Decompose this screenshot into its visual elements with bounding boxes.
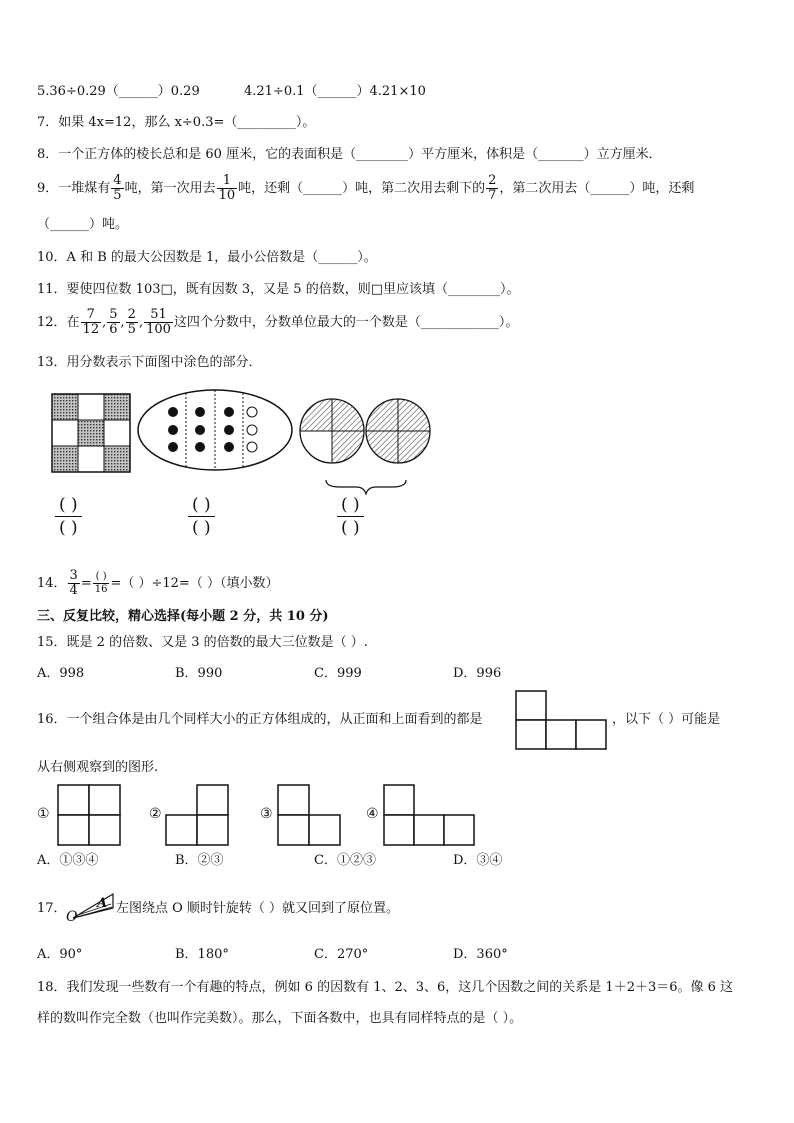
- figure-4-shape: [383, 784, 477, 846]
- option-d[interactable]: D．360°: [453, 947, 508, 962]
- answer-denominator[interactable]: ( ): [341, 518, 360, 538]
- question-15: 15．既是 2 的倍数、又是 3 的倍数的最大三位数是（ ）.: [37, 635, 368, 650]
- question-17-num: 17．: [37, 901, 67, 916]
- question-14: [37, 566, 278, 602]
- question-16-line2: 从右侧观察到的图形.: [37, 760, 159, 775]
- figure-label-4: ④: [366, 806, 379, 822]
- question-9-line1: [37, 172, 694, 206]
- fraction-numerator: 2: [488, 173, 497, 188]
- answer-denominator[interactable]: ( ): [59, 518, 78, 538]
- answer-fraction-3[interactable]: [337, 494, 364, 539]
- q12-text-b: 这四个分数中，分数单位最大的一个数是（____________）。: [173, 315, 519, 330]
- fraction-3-4: [68, 569, 80, 598]
- fraction-numerator: 1: [217, 174, 238, 189]
- fraction-denominator: 5: [127, 322, 136, 337]
- fraction-denominator: 12: [82, 322, 100, 337]
- answer-denominator[interactable]: ( ): [192, 518, 211, 538]
- q13-figures: [0, 385, 794, 495]
- fraction-1-10: [217, 174, 238, 203]
- q6-left: 5.36÷0.29（______）0.29: [37, 84, 200, 99]
- option-b[interactable]: B．180°: [175, 947, 229, 962]
- option-a[interactable]: A．90°: [37, 947, 83, 962]
- q12-text-a: 12．在: [37, 315, 80, 330]
- q16-view-shape: [514, 689, 610, 751]
- q14-rest: =（ ）÷12=（ ）（填小数）: [110, 576, 279, 591]
- answer-numerator[interactable]: ( ): [337, 494, 364, 517]
- question-16-line1-a: 16．一个组合体是由几个同样大小的正方体组成的，从正面和上面看到的都是: [37, 712, 483, 727]
- question-11: 11．要使四位数 103□，既有因数 3，又是 5 的倍数，则□里应该填（________）。: [37, 282, 520, 297]
- fraction-numerator: 2: [127, 307, 136, 322]
- fraction-denominator: 100: [146, 322, 171, 337]
- question-9-line2: （______）吨。: [37, 217, 129, 232]
- q9-text-c: 吨，还剩（______）吨，第二次用去剩下的: [238, 181, 486, 196]
- answer-fraction-1[interactable]: [55, 494, 82, 539]
- q9-text-d: ，第二次用去（______）吨，还剩: [499, 181, 695, 196]
- question-8: 8．一个正方体的棱长总和是 60 厘米，它的表面积是（________）平方厘米，体积是（_______）立方厘米．: [37, 147, 662, 162]
- fraction-denominator: 16: [94, 584, 108, 595]
- ellipse-dots-figure: [138, 390, 292, 470]
- fraction-numerator: 51: [144, 308, 173, 323]
- q9-text-b: 吨，第一次用去: [124, 181, 216, 196]
- q9-text-a: 9．一堆煤有: [37, 181, 111, 196]
- question-17-text: 左图绕点 O 顺时针旋转（ ）就又回到了原位置。: [116, 901, 400, 916]
- figure-label-2: ②: [149, 806, 162, 822]
- checkered-square-figure: [52, 394, 130, 472]
- fraction-numerator: 5: [109, 307, 118, 322]
- answer-fraction-2[interactable]: [188, 494, 215, 539]
- quartered-circles-figure: [300, 399, 430, 494]
- answer-numerator[interactable]: ( ): [55, 494, 82, 517]
- question-10: 10．A 和 B 的最大公因数是 1，最小公倍数是（______）。: [37, 250, 377, 265]
- figure-3-shape: [277, 784, 341, 846]
- question-13: 13．用分数表示下面图中涂色的部分．: [37, 355, 262, 370]
- fraction-numerator: ( ): [93, 571, 110, 584]
- fraction-denominator: 4: [69, 583, 78, 598]
- question-18-line1: 18．我们发现一些数有一个有趣的特点，例如 6 的因数有 1、2、3、6，这几个因数之间的关系是 1＋2＋3＝6。像 6 这: [37, 980, 734, 995]
- question-16-line1-b: ，以下（ ）可能是: [612, 712, 721, 727]
- fraction-denominator: 6: [109, 322, 118, 337]
- fraction-numerator: 3: [69, 568, 78, 583]
- q14-num: 14．: [37, 576, 67, 591]
- point-o-label: O: [66, 909, 78, 925]
- fraction-denominator: 10: [218, 188, 236, 203]
- option-a[interactable]: A．998: [37, 666, 85, 681]
- option-b[interactable]: B．②③: [175, 853, 224, 868]
- fraction-51-100: [144, 308, 173, 337]
- question-12: 12．在 $\frac{7}{12}$ , $\frac{5}{6}$ , $\frac{2}{5}$ , $\frac{51}{100}$ 这四个分数中，分数单位最大的一个数是（____________）。: [37, 307, 519, 337]
- equals-sign: =: [80, 576, 92, 591]
- option-c[interactable]: C．270°: [314, 947, 369, 962]
- fraction-2-7: [486, 174, 498, 203]
- option-d[interactable]: D．③④: [453, 853, 503, 868]
- option-a[interactable]: A．①③④: [37, 853, 99, 868]
- figure-label-3: ③: [260, 806, 273, 822]
- figure-1-shape: [57, 784, 121, 846]
- question-7: 7．如果 4x=12，那么 x÷0.3=（_________）。: [37, 115, 316, 130]
- fraction-denominator: 5: [113, 188, 122, 203]
- option-c[interactable]: C．①②③: [314, 853, 376, 868]
- fraction-denominator: 7: [488, 188, 497, 203]
- option-b[interactable]: B．990: [175, 666, 223, 681]
- option-c[interactable]: C．999: [314, 666, 362, 681]
- figure-label-1: ①: [37, 806, 50, 822]
- option-d[interactable]: D．996: [453, 666, 502, 681]
- fraction-2-5: [126, 308, 138, 337]
- fraction-numerator: 7: [81, 308, 102, 323]
- figure-2-shape: [165, 784, 229, 846]
- answer-numerator[interactable]: ( ): [188, 494, 215, 517]
- fraction-blank-16: [93, 571, 110, 596]
- fraction-numerator: 4: [113, 173, 122, 188]
- fraction-7-12: [81, 308, 102, 337]
- question-18-line2: 样的数叫作完全数（也叫作完美数）。那么，下面各数中，也具有同样特点的是（ ）。: [37, 1011, 523, 1026]
- fraction-5-6: [107, 308, 119, 337]
- fraction-4-5: [111, 174, 123, 203]
- section-3-heading: 三、反复比较，精心选择(每小题 2 分，共 10 分): [37, 609, 329, 624]
- q6-right: 4.21÷0.1（______）4.21×10: [244, 84, 426, 99]
- point-a-label: A: [97, 896, 108, 911]
